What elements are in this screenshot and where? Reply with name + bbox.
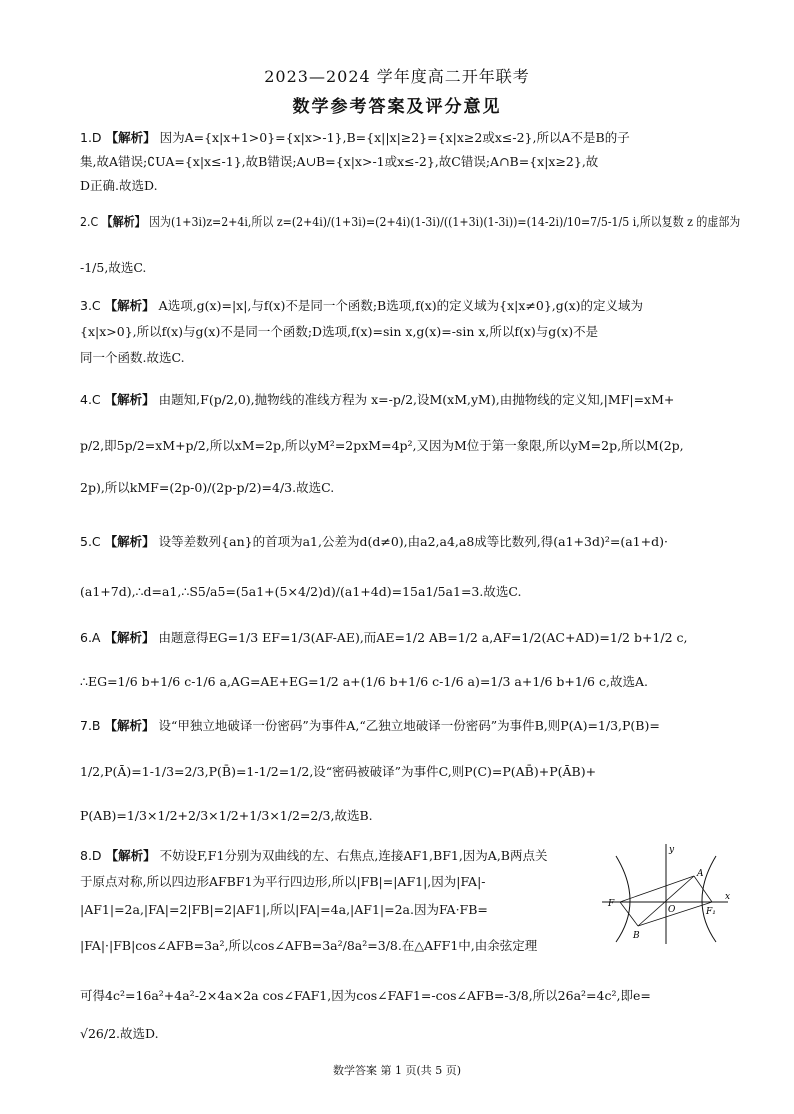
q3-text1: A选项,g(x)=|x|,与f(x)不是同一个函数;B选项,f(x)的定义域为{x|x≠0},g(x)的定义域为 xyxy=(158,298,644,313)
q1-text1: 因为A={x|x+1>0}={x|x>-1},B={x||x|≥2}={x|x≥2或x≤-2},所以A不是B的子 xyxy=(159,130,630,145)
q6-text1: 由题意得EG=1/3 EF=1/3(AF-AE),而AE=1/2 AB=1/2 a,AF=1/2(AC+AD)=1/2 b+1/2 c, xyxy=(158,630,688,645)
q7-line3: P(AB)=1/3×1/2+2/3×1/2+1/3×1/2=2/3,故选B. xyxy=(80,808,373,823)
q5-text1: 设等差数列{an}的首项为a1,公差为d(d≠0),由a2,a4,a8成等比数列,得(a1+3d)²=(a1+d)· xyxy=(158,534,668,549)
q7-line1 xyxy=(80,716,660,734)
segment-FB xyxy=(620,902,638,926)
q6-tag: 【解析】 xyxy=(104,630,155,645)
q1-line2: 集,故A错误;∁UA={x|x≤-1},故B错误;A∪B={x|x>-1或x≤-2},故C错误;A∩B={x|x≥2},故 xyxy=(80,154,599,169)
q1-number: 1.D xyxy=(80,130,102,145)
q3-line1 xyxy=(80,296,643,314)
page-title: 2023—2024 学年度高二开年联考 xyxy=(264,67,530,86)
right-branch xyxy=(702,856,716,942)
label-x: x xyxy=(725,892,731,902)
q2-number: 2.C xyxy=(80,214,99,229)
q8-line2: 于原点对称,所以四边形AFBF1为平行四边形,所以|FB|=|AF1|,因为|FA|- xyxy=(80,874,486,889)
q7-text1: 设“甲独立地破译一份密码”为事件A,“乙独立地破译一份密码”为事件B,则P(A)=1/3,P(B)= xyxy=(158,718,660,733)
hyperbola-figure xyxy=(598,842,734,946)
q4-number: 4.C xyxy=(80,392,101,407)
q8-line4: |FA|·|FB|cos∠AFB=3a²,所以cos∠AFB=3a²/8a²=3/8.在△AFF1中,由余弦定理 xyxy=(80,938,538,953)
q7-tag: 【解析】 xyxy=(104,718,155,733)
q7-number: 7.B xyxy=(80,718,101,733)
q5-line1 xyxy=(80,532,668,550)
q8-text1: 不妨设F,F1分别为双曲线的左、右焦点,连接AF1,BF1,因为A,B两点关 xyxy=(159,848,548,863)
q6-line2: ∴EG=1/6 b+1/6 c-1/6 a,AG=AE+EG=1/2 a+(1/6 b+1/6 c-1/6 a)=1/3 a+1/6 b+1/6 c,故选A. xyxy=(80,674,648,689)
label-F1: F₁ xyxy=(706,907,716,917)
q4-line3: 2p),所以kMF=(2p-0)/(2p-p/2)=4/3.故选C. xyxy=(80,480,335,495)
q5-number: 5.C xyxy=(80,534,101,549)
label-B: B xyxy=(633,931,640,941)
q8-line1 xyxy=(80,846,547,864)
q5-tag: 【解析】 xyxy=(104,534,155,549)
q8-line3: |AF1|=2a,|FA|=2|FB|=2|AF1|,所以|FA|=4a,|AF1|=2a.因为FA·FB= xyxy=(80,902,488,917)
q3-line3: 同一个函数.故选C. xyxy=(80,350,185,365)
q2-line2: -1/5,故选C. xyxy=(80,260,147,275)
segment-FA xyxy=(620,876,694,902)
segment-AF1 xyxy=(694,876,712,902)
label-y: y xyxy=(669,845,675,855)
q2-line1 xyxy=(80,212,740,230)
q7-line2: 1/2,P(Ā)=1-1/3=2/3,P(B̄)=1-1/2=1/2,设“密码被破译”为事件C,则P(C)=P(AB̄)+P(ĀB)+ xyxy=(80,764,597,779)
q8-line6: √26/2.故选D. xyxy=(80,1026,159,1041)
label-O: O xyxy=(668,905,676,915)
q1-line1 xyxy=(80,128,630,146)
q5-line2: (a1+7d),∴d=a1,∴S5/a5=(5a1+(5×4/2)d)/(a1+4d)=15a1/5a1=3.故选C. xyxy=(80,584,522,599)
q8-number: 8.D xyxy=(80,848,102,863)
page-subtitle: 数学参考答案及评分意见 xyxy=(292,97,502,117)
q6-number: 6.A xyxy=(80,630,101,645)
q1-tag: 【解析】 xyxy=(105,130,156,145)
q8-line5: 可得4c²=16a²+4a²-2×4a×2a cos∠FAF1,因为cos∠FAF1=-cos∠AFB=-3/8,所以26a²=4c²,即e= xyxy=(80,988,651,1003)
label-A: A xyxy=(697,869,704,879)
q8-tag: 【解析】 xyxy=(105,848,156,863)
q3-line2: {x|x>0},所以f(x)与g(x)不是同一个函数;D选项,f(x)=sin x,g(x)=-sin x,所以f(x)与g(x)不是 xyxy=(80,324,599,339)
q4-line1 xyxy=(80,390,674,408)
q4-line2: p/2,即5p/2=xM+p/2,所以xM=2p,所以yM²=2pxM=4p²,又因为M位于第一象限,所以yM=2p,所以M(2p, xyxy=(80,438,684,453)
label-F: F xyxy=(608,899,615,909)
q2-text1: 因为(1+3i)z=2+4i,所以 z=(2+4i)/(1+3i)=(2+4i)(1-3i)/((1+3i)(1-3i))=(14-2i)/10=7/5-1/5 i,所以复数 z 的虚部为 xyxy=(149,214,741,229)
q4-text1: 由题知,F(p/2,0),抛物线的准线方程为 x=-p/2,设M(xM,yM),由抛物线的定义知,|MF|=xM+ xyxy=(158,392,675,407)
page-footer: 数学答案 第 1 页(共 5 页) xyxy=(332,1064,462,1077)
q3-number: 3.C xyxy=(80,298,101,313)
q2-tag: 【解析】 xyxy=(101,214,146,229)
q1-line3: D正确.故选D. xyxy=(80,178,158,193)
q4-tag: 【解析】 xyxy=(104,392,155,407)
q3-tag: 【解析】 xyxy=(104,298,155,313)
q6-line1 xyxy=(80,628,688,646)
